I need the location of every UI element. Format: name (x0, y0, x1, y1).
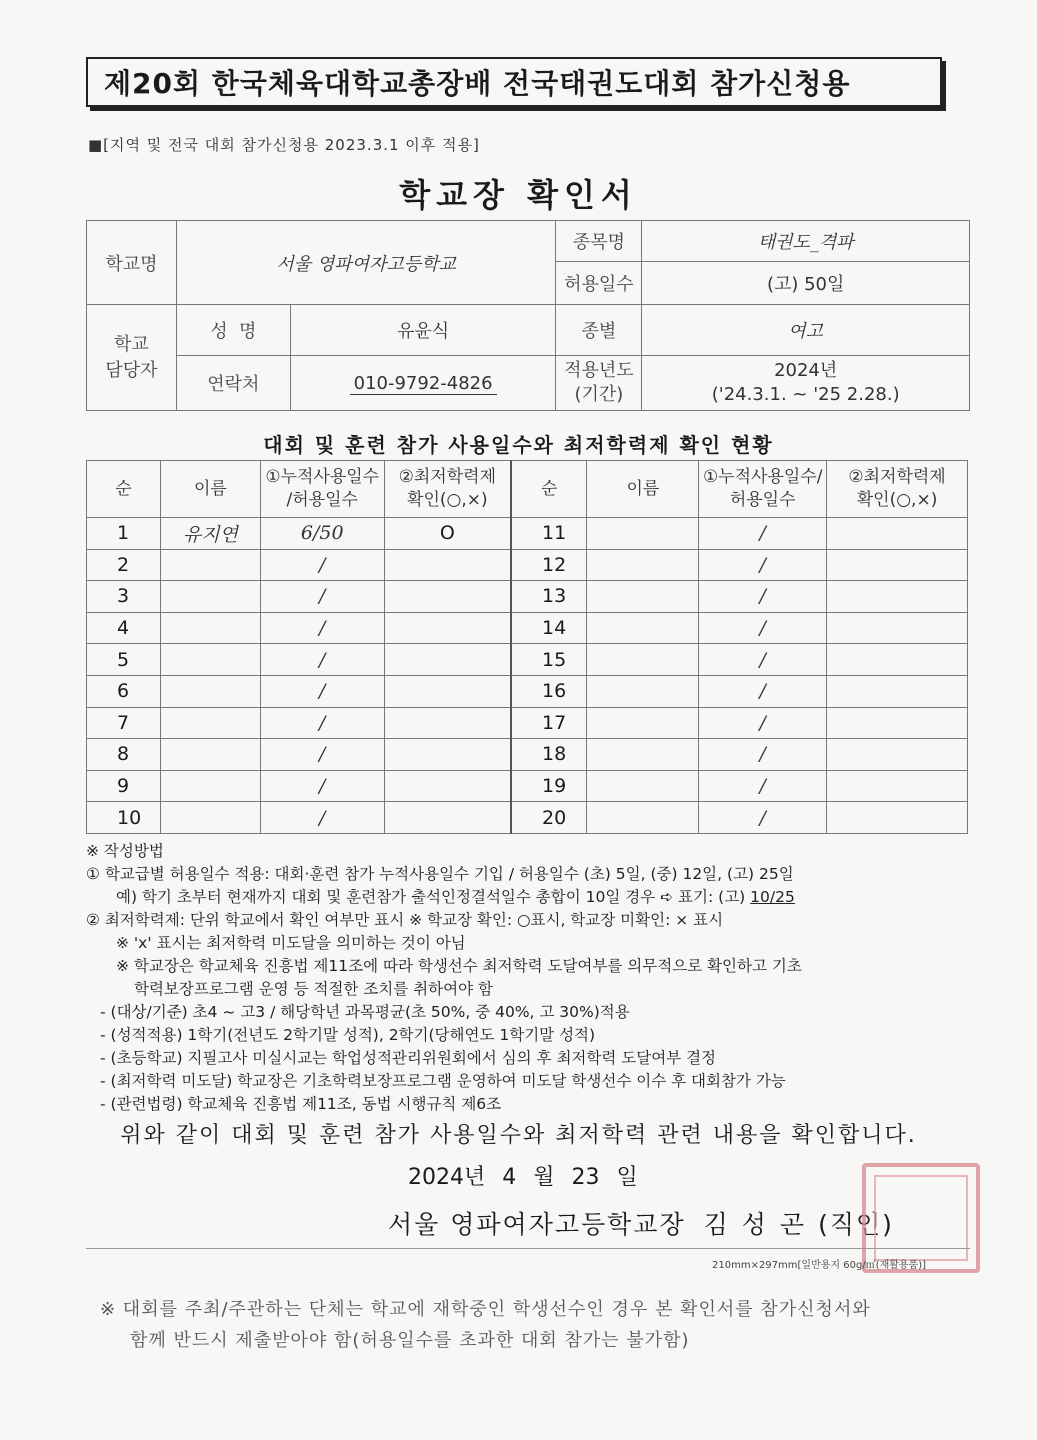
athlete-name (160, 612, 260, 644)
minimum-check (827, 802, 968, 834)
table-row (87, 518, 968, 550)
allowed-days-value: (고) 50일 (642, 262, 970, 305)
col-usage: ①누적사용일수 /허용일수 (260, 461, 384, 518)
athlete-name (587, 518, 699, 550)
usage-days: / (699, 802, 827, 834)
usage-days: / (260, 549, 384, 581)
status-section-title: 대회 및 훈련 참가 사용일수와 최저학력제 확인 현황 (263, 433, 774, 457)
table-row (87, 739, 968, 771)
usage-days: / (699, 739, 827, 771)
year-label: 적용년도 (기간) (556, 356, 642, 411)
row-number: 12 (511, 549, 587, 581)
contact-label: 연락처 (176, 356, 290, 411)
guide-line-1: ① 학교급별 허용일수 적용: 대회·훈련 참가 누적사용일수 기입 / 허용일수 (초) 5일, (중) 12일, (고) 25일 (86, 865, 794, 883)
usage-days: / (699, 518, 827, 550)
usage-days: / (260, 644, 384, 676)
col-seq-2: 순 (511, 461, 587, 518)
school-info-table (86, 220, 970, 411)
athlete-name (587, 644, 699, 676)
minimum-check (827, 612, 968, 644)
athlete-name (587, 770, 699, 802)
athlete-name (160, 707, 260, 739)
minimum-check (384, 802, 511, 834)
guide-heading: ※ 작성방법 (86, 842, 164, 860)
usage-days: / (699, 581, 827, 613)
guide-line-6: 학력보장프로그램 운영 등 적절한 조치를 취하여야 함 (134, 980, 493, 998)
signer-line (388, 1205, 894, 1241)
minimum-check (827, 739, 968, 771)
minimum-check (827, 549, 968, 581)
school-name-label: 학교명 (87, 221, 177, 305)
minimum-check (827, 707, 968, 739)
minimum-check (384, 707, 511, 739)
athlete-name (587, 581, 699, 613)
minimum-check: O (384, 518, 511, 550)
usage-days: / (699, 675, 827, 707)
usage-days: / (699, 644, 827, 676)
minimum-check (384, 770, 511, 802)
manager-label: 학교 담당자 (87, 305, 177, 411)
col-name: 이름 (160, 461, 260, 518)
guide-line-2 (86, 886, 986, 909)
row-number: 6 (87, 675, 161, 707)
minimum-check (827, 581, 968, 613)
usage-days: 6/50 (260, 518, 384, 550)
contact-value: 010-9792-4826 (350, 373, 497, 395)
gender-value: 여고 (642, 305, 970, 356)
table-row (87, 802, 968, 834)
usage-days: / (260, 802, 384, 834)
guide-line-8: - (성적적용) 1학기(전년도 2학기말 성적), 2학기(당해연도 1학기말 성적) (100, 1026, 596, 1044)
usage-days: / (699, 612, 827, 644)
guide-line-11: - (관련법령) 학교체육 진흥법 제11조, 동법 시행규칙 제6조 (100, 1095, 502, 1113)
minimum-check (827, 518, 968, 550)
row-number: 11 (511, 518, 587, 550)
table-row (87, 707, 968, 739)
year-cell (642, 356, 970, 411)
minimum-check (827, 770, 968, 802)
athlete-name (160, 802, 260, 834)
contact-cell (290, 356, 556, 411)
guide-line-4: ※ 'x' 표시는 최저학력 미도달을 의미하는 것이 아님 (116, 934, 466, 952)
row-number: 1 (87, 518, 161, 550)
usage-days: / (699, 707, 827, 739)
athlete-name (160, 644, 260, 676)
minimum-check (384, 739, 511, 771)
confirmation-statement: 위와 같이 대회 및 훈련 참가 사용일수와 최저학력 관련 내용을 확인합니다. (120, 1123, 917, 1148)
athlete-status-table (86, 460, 968, 834)
school-name-value: 서울 영파여자고등학교 (176, 221, 556, 305)
athlete-name (587, 707, 699, 739)
row-number: 13 (511, 581, 587, 613)
athlete-name: 유지연 (160, 518, 260, 550)
writing-guide (86, 840, 986, 1116)
guide-line-3: ② 최저학력제: 단위 학교에서 확인 여부만 표시 ※ 학교장 확인: ○표시, 학교장 미확인: × 표시 (86, 911, 724, 929)
row-number: 18 (511, 739, 587, 771)
apply-note: ■[지역 및 전국 대회 참가신청용 2023.3.1 이후 적용] (88, 136, 480, 154)
usage-days: / (260, 581, 384, 613)
athlete-name (160, 770, 260, 802)
seal-mark: (직인) (818, 1210, 894, 1239)
row-number: 10 (87, 802, 161, 834)
minimum-check (827, 644, 968, 676)
table-row (87, 644, 968, 676)
guide-line-9: - (초등학교) 지필고사 미실시교는 학업성적관리위원회에서 심의 후 최저학력 도달여부 결정 (100, 1049, 717, 1067)
usage-days: / (260, 707, 384, 739)
col-usage-2: ①누적사용일수/ 허용일수 (699, 461, 827, 518)
usage-days: / (260, 612, 384, 644)
event-value: 태권도_격파 (642, 221, 970, 262)
athlete-name (160, 549, 260, 581)
guide-example-value: 10/25 (750, 888, 795, 906)
year-value: 2024년 (774, 360, 838, 381)
principal-name: 김성곤 (703, 1210, 819, 1239)
minimum-check (384, 644, 511, 676)
row-number: 19 (511, 770, 587, 802)
athlete-name (587, 802, 699, 834)
usage-days: / (699, 549, 827, 581)
minimum-check (384, 549, 511, 581)
guide-line-7: - (대상/기준) 초4 ~ 고3 / 해당학년 과목평균(초 50%, 중 40%, 고 30%)적용 (100, 1003, 630, 1021)
row-number: 16 (511, 675, 587, 707)
row-number: 15 (511, 644, 587, 676)
athlete-name (587, 739, 699, 771)
minimum-check (384, 581, 511, 613)
bottom-note (100, 1294, 871, 1356)
usage-days: / (260, 739, 384, 771)
table-row (87, 581, 968, 613)
event-banner: 제20회 한국체육대학교총장배 전국태권도대회 참가신청용 (86, 57, 942, 107)
col-minimum: ②최저학력제 확인(○,×) (384, 461, 511, 518)
guide-line-5: ※ 학교장은 학교체육 진흥법 제11조에 따라 학생선수 최저학력 도달여부를 의무적으로 확인하고 기초 (116, 957, 802, 975)
row-number: 2 (87, 549, 161, 581)
athlete-name (587, 612, 699, 644)
row-number: 20 (511, 802, 587, 834)
signer-school: 서울 영파여자고등학교장 (388, 1210, 686, 1239)
event-label: 종목명 (556, 221, 642, 262)
row-number: 8 (87, 739, 161, 771)
name-label: 성 명 (176, 305, 290, 356)
document-title: 학교장 확인서 (399, 176, 638, 214)
row-number: 14 (511, 612, 587, 644)
period-value: ('24.3.1. ~ '25 2.28.) (711, 384, 900, 405)
row-number: 9 (87, 770, 161, 802)
athlete-name (160, 675, 260, 707)
athlete-name (160, 739, 260, 771)
row-number: 7 (87, 707, 161, 739)
minimum-check (827, 675, 968, 707)
table-row (87, 675, 968, 707)
divider (86, 1248, 970, 1249)
col-minimum-2: ②최저학력제 확인(○,×) (827, 461, 968, 518)
col-seq: 순 (87, 461, 161, 518)
athlete-name (587, 549, 699, 581)
table-row (87, 612, 968, 644)
paper-spec: 210mm×297mm[일반용지 60g/㎡(재활용품)] (712, 1260, 927, 1271)
name-value: 유윤식 (290, 305, 556, 356)
minimum-check (384, 612, 511, 644)
row-number: 17 (511, 707, 587, 739)
row-number: 4 (87, 612, 161, 644)
table-row (87, 549, 968, 581)
athlete-name (160, 581, 260, 613)
col-name-2: 이름 (587, 461, 699, 518)
usage-days: / (260, 770, 384, 802)
usage-days: / (260, 675, 384, 707)
bottom-note-line-2: 함께 반드시 제출받아야 함(허용일수를 초과한 대회 참가는 불가함) (130, 1330, 690, 1351)
guide-line-10: - (최저학력 미도달) 학교장은 기초학력보장프로그램 운영하여 미도달 학생선수 이수 후 대회참가 가능 (100, 1072, 786, 1090)
issue-date: 2024년 4 월 23 일 (408, 1165, 638, 1190)
allowed-days-label: 허용일수 (556, 262, 642, 305)
row-number: 3 (87, 581, 161, 613)
athlete-name (587, 675, 699, 707)
row-number: 5 (87, 644, 161, 676)
table-row (87, 770, 968, 802)
guide-example: 예) 학기 초부터 현재까지 대회 및 훈련참가 출석인정결석일수 총합이 10일 경우 ➪ 표기: (고) (116, 888, 751, 906)
gender-label: 종별 (556, 305, 642, 356)
usage-days: / (699, 770, 827, 802)
minimum-check (384, 675, 511, 707)
bottom-note-line-1: ※ 대회를 주최/주관하는 단체는 학교에 재학중인 학생선수인 경우 본 확인서를 참가신청서와 (100, 1299, 871, 1320)
